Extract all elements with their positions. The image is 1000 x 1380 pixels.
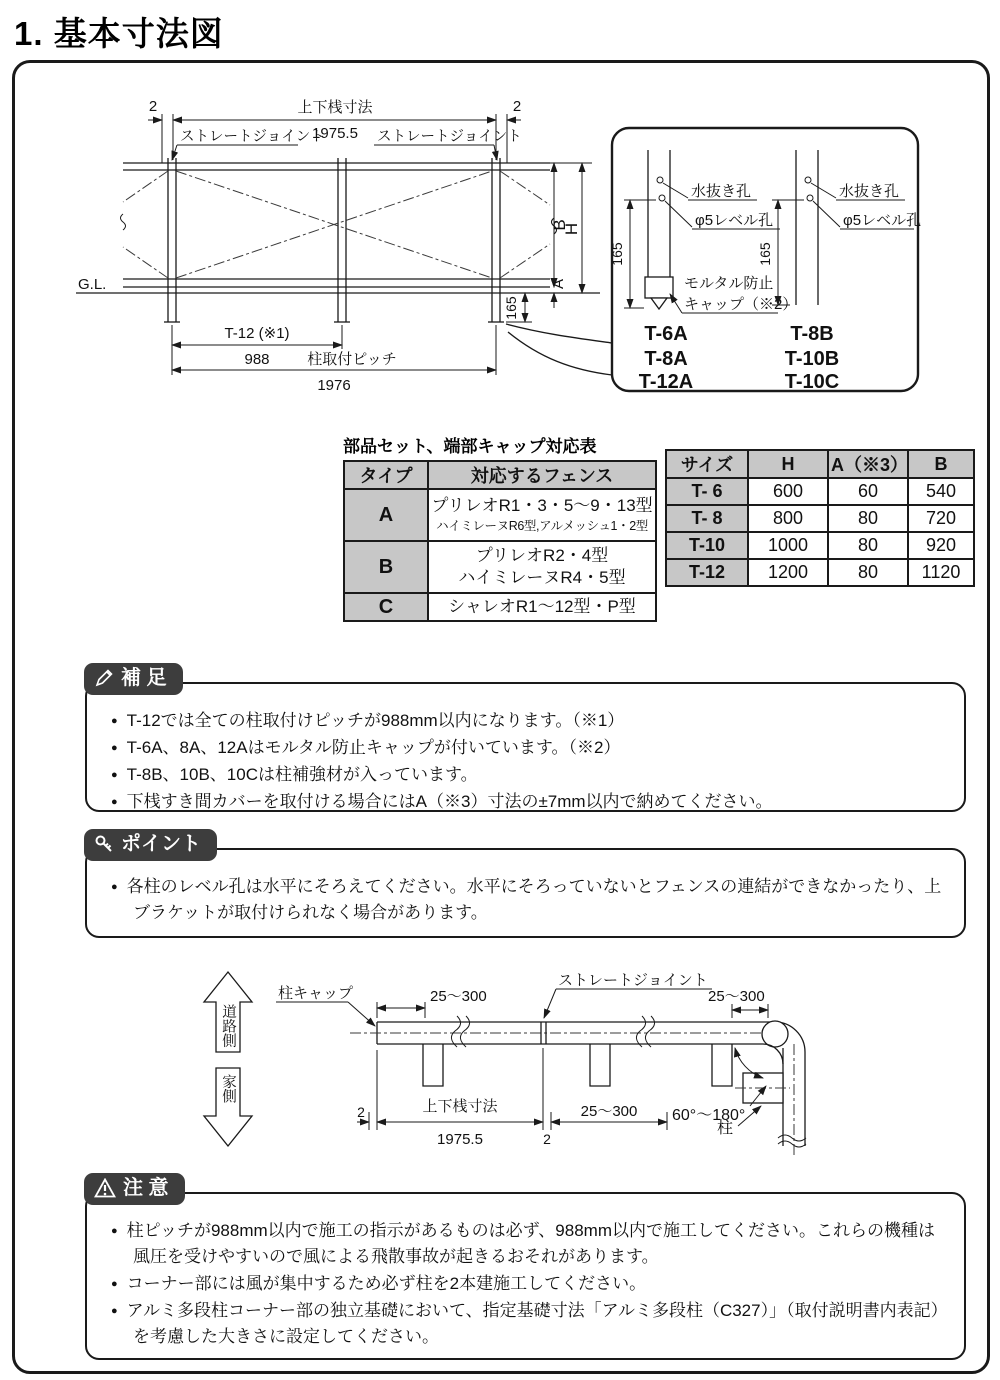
caution-section <box>85 1177 966 1360</box>
dim-165-left-post: 165 <box>609 242 625 266</box>
fence-cell-line2: ハイミレーヌR6型,アルメッシュ1・2型 <box>436 519 648 533</box>
fence-cell-line1: プリレオR1・3・5〜9・13型 <box>431 496 653 515</box>
fence-plan-drawing <box>190 956 810 1168</box>
gl-label: G.L. <box>78 276 107 293</box>
model-t12a: T-12A <box>638 371 694 393</box>
warning-icon <box>94 1178 116 1198</box>
point-badge-label: ポイント <box>121 833 201 855</box>
dim-1976: 1976 <box>317 377 351 394</box>
list-item: ● コーナー部には風が集中するため必ず柱を2本建施工してください。 <box>111 1271 946 1297</box>
dim-25-300-right: 25〜300 <box>708 988 765 1005</box>
joint-label: ストレートジョイント <box>558 972 708 989</box>
page-title: 1. 基本寸法図 <box>14 15 224 52</box>
fence-elevation-drawing <box>20 72 970 430</box>
top-dim-label: 上下桟寸法 <box>297 99 373 116</box>
bottom-dim-value: 1975.5 <box>437 1131 483 1148</box>
supplement-section <box>85 667 966 812</box>
list-item: ● T-8B、10B、10Cは柱補強材が入っています。 <box>111 762 946 788</box>
dim-b-label: B <box>550 219 569 231</box>
drain-hole-label-right: 水抜き孔 <box>839 183 900 200</box>
key-icon <box>94 834 114 854</box>
fence-compatibility-table <box>343 460 657 622</box>
fence-cell-line1: プリレオR2・4型 <box>475 546 609 565</box>
dim-2-left: 2 <box>148 98 158 115</box>
supplement-badge <box>84 663 183 695</box>
supplement-badge-label: 補 足 <box>121 667 167 689</box>
dim-a-label: A <box>550 278 567 290</box>
bottom-dim-label: 上下桟寸法 <box>422 1098 498 1115</box>
model-t8b: T-8B <box>790 323 834 345</box>
road-side-label: 道路側 <box>220 1004 236 1048</box>
detail-leader-curve-2 <box>508 332 612 375</box>
list-item: ● 下桟すき間カバーを取付ける場合にはA（※3）寸法の±7mm以内で納めてください。 <box>111 789 946 815</box>
joint-label-left: ストレートジョイント <box>180 129 325 145</box>
dim-165-right-post: 165 <box>757 242 773 266</box>
size-table <box>665 449 975 587</box>
size-header-size: サイズ <box>666 450 748 478</box>
list-item: ● 柱ピッチが988mm以内で施工の指示があるものは必ず、988mm以内で施工してください。これらの機種は風圧を受けやすいので風による飛散事故が起きるおそれがあります。 <box>111 1218 946 1270</box>
plan-labels-dimensions <box>276 972 768 1148</box>
pitch-label: 柱取付ピッチ <box>307 351 397 368</box>
rail-plan <box>350 1016 806 1156</box>
fence-table-header-fence: 対応するフェンス <box>428 461 656 489</box>
table-row: T- 6 600 60 540 <box>666 478 974 505</box>
fence-panel <box>76 158 600 322</box>
joint-label-right: ストレートジョイント <box>377 129 522 145</box>
post-detail-box <box>609 128 921 393</box>
mortar-cap-label-2: キャップ（※2） <box>684 296 798 313</box>
caution-list <box>87 1194 964 1350</box>
fence-table-title: 部品セット、端部キャップ対応表 <box>343 437 597 456</box>
table-row: B プリレオR2・4型 ハイミレーヌR4・5型 <box>344 541 656 593</box>
list-item: ● アルミ多段柱コーナー部の独立基礎において、指定基礎寸法「アルミ多段柱（C327）」（取付説明書内表記）を考慮した大きさに設定してください。 <box>111 1298 946 1350</box>
model-t6a: T-6A <box>644 323 688 345</box>
fence-table-header-type: タイプ <box>344 461 428 489</box>
dim-2-right: 2 <box>512 98 522 115</box>
dim-25-300-bottom: 25〜300 <box>580 1103 638 1120</box>
dim-25-300-left: 25〜300 <box>430 988 487 1005</box>
fence-cell-line2: ハイミレーヌR4・5型 <box>458 568 626 587</box>
dim-2-left: 2 <box>357 1104 365 1120</box>
house-side-label: 家側 <box>220 1074 236 1103</box>
size-header-b: B <box>908 450 974 478</box>
mortar-cap-label-1: モルタル防止 <box>684 275 774 292</box>
drain-hole-label-left: 水抜き孔 <box>691 183 752 200</box>
dim-165-label: 165 <box>503 296 519 320</box>
point-section <box>85 833 966 938</box>
size-header-a: A（※3） <box>828 450 908 478</box>
size-header-h: H <box>748 450 828 478</box>
post-label: 柱 <box>717 1120 734 1137</box>
dim-h-label: H <box>562 222 581 236</box>
size-table-block <box>665 449 975 587</box>
model-t10c: T-10C <box>784 371 840 393</box>
detail-leader-curve-1 <box>506 324 612 343</box>
fence-table-block <box>343 432 657 622</box>
side-direction-arrows <box>204 972 252 1146</box>
post-cap-label: 柱キャップ <box>278 985 354 1002</box>
point-list <box>87 850 964 926</box>
table-row: C シャレオR1〜12型・P型 <box>344 593 656 621</box>
top-dim-value: 1975.5 <box>312 125 358 142</box>
caution-badge-label: 注 意 <box>123 1177 169 1199</box>
upper-dimensions <box>148 98 592 394</box>
list-item: ● T-6A、8A、12Aはモルタル防止キャップが付いています。（※2） <box>111 735 946 761</box>
table-row: T- 8 800 80 720 <box>666 505 974 532</box>
level-hole-label-left: φ5レベル孔 <box>695 212 774 229</box>
angle-label: 60°〜180° <box>672 1107 746 1124</box>
point-badge <box>84 829 217 861</box>
supplement-list <box>87 684 964 815</box>
dim-2-mid: 2 <box>543 1131 551 1147</box>
caution-badge <box>84 1173 185 1205</box>
t12-note: T-12 (※1) <box>224 325 290 342</box>
list-item: ● T-12では全ての柱取付けピッチが988mm以内になります。（※1） <box>111 708 946 734</box>
list-item: ● 各柱のレベル孔は水平にそろえてください。水平にそろっていないとフェンスの連結ができなかったり、上ブラケットが取付けられなく場合があります。 <box>111 874 946 926</box>
table-row: A プリレオR1・3・5〜9・13型 ハイミレーヌR6型,アルメッシュ1・2型 <box>344 489 656 541</box>
fence-cell-line1: シャレオR1〜12型・P型 <box>448 597 636 616</box>
table-row: T-12 1200 80 1120 <box>666 559 974 586</box>
table-row: T-10 1000 80 920 <box>666 532 974 559</box>
dim-988: 988 <box>244 351 270 368</box>
pencil-icon <box>94 668 114 688</box>
model-t8a: T-8A <box>644 348 688 370</box>
level-hole-label-right: φ5レベル孔 <box>843 212 922 229</box>
model-t10b: T-10B <box>784 348 840 370</box>
